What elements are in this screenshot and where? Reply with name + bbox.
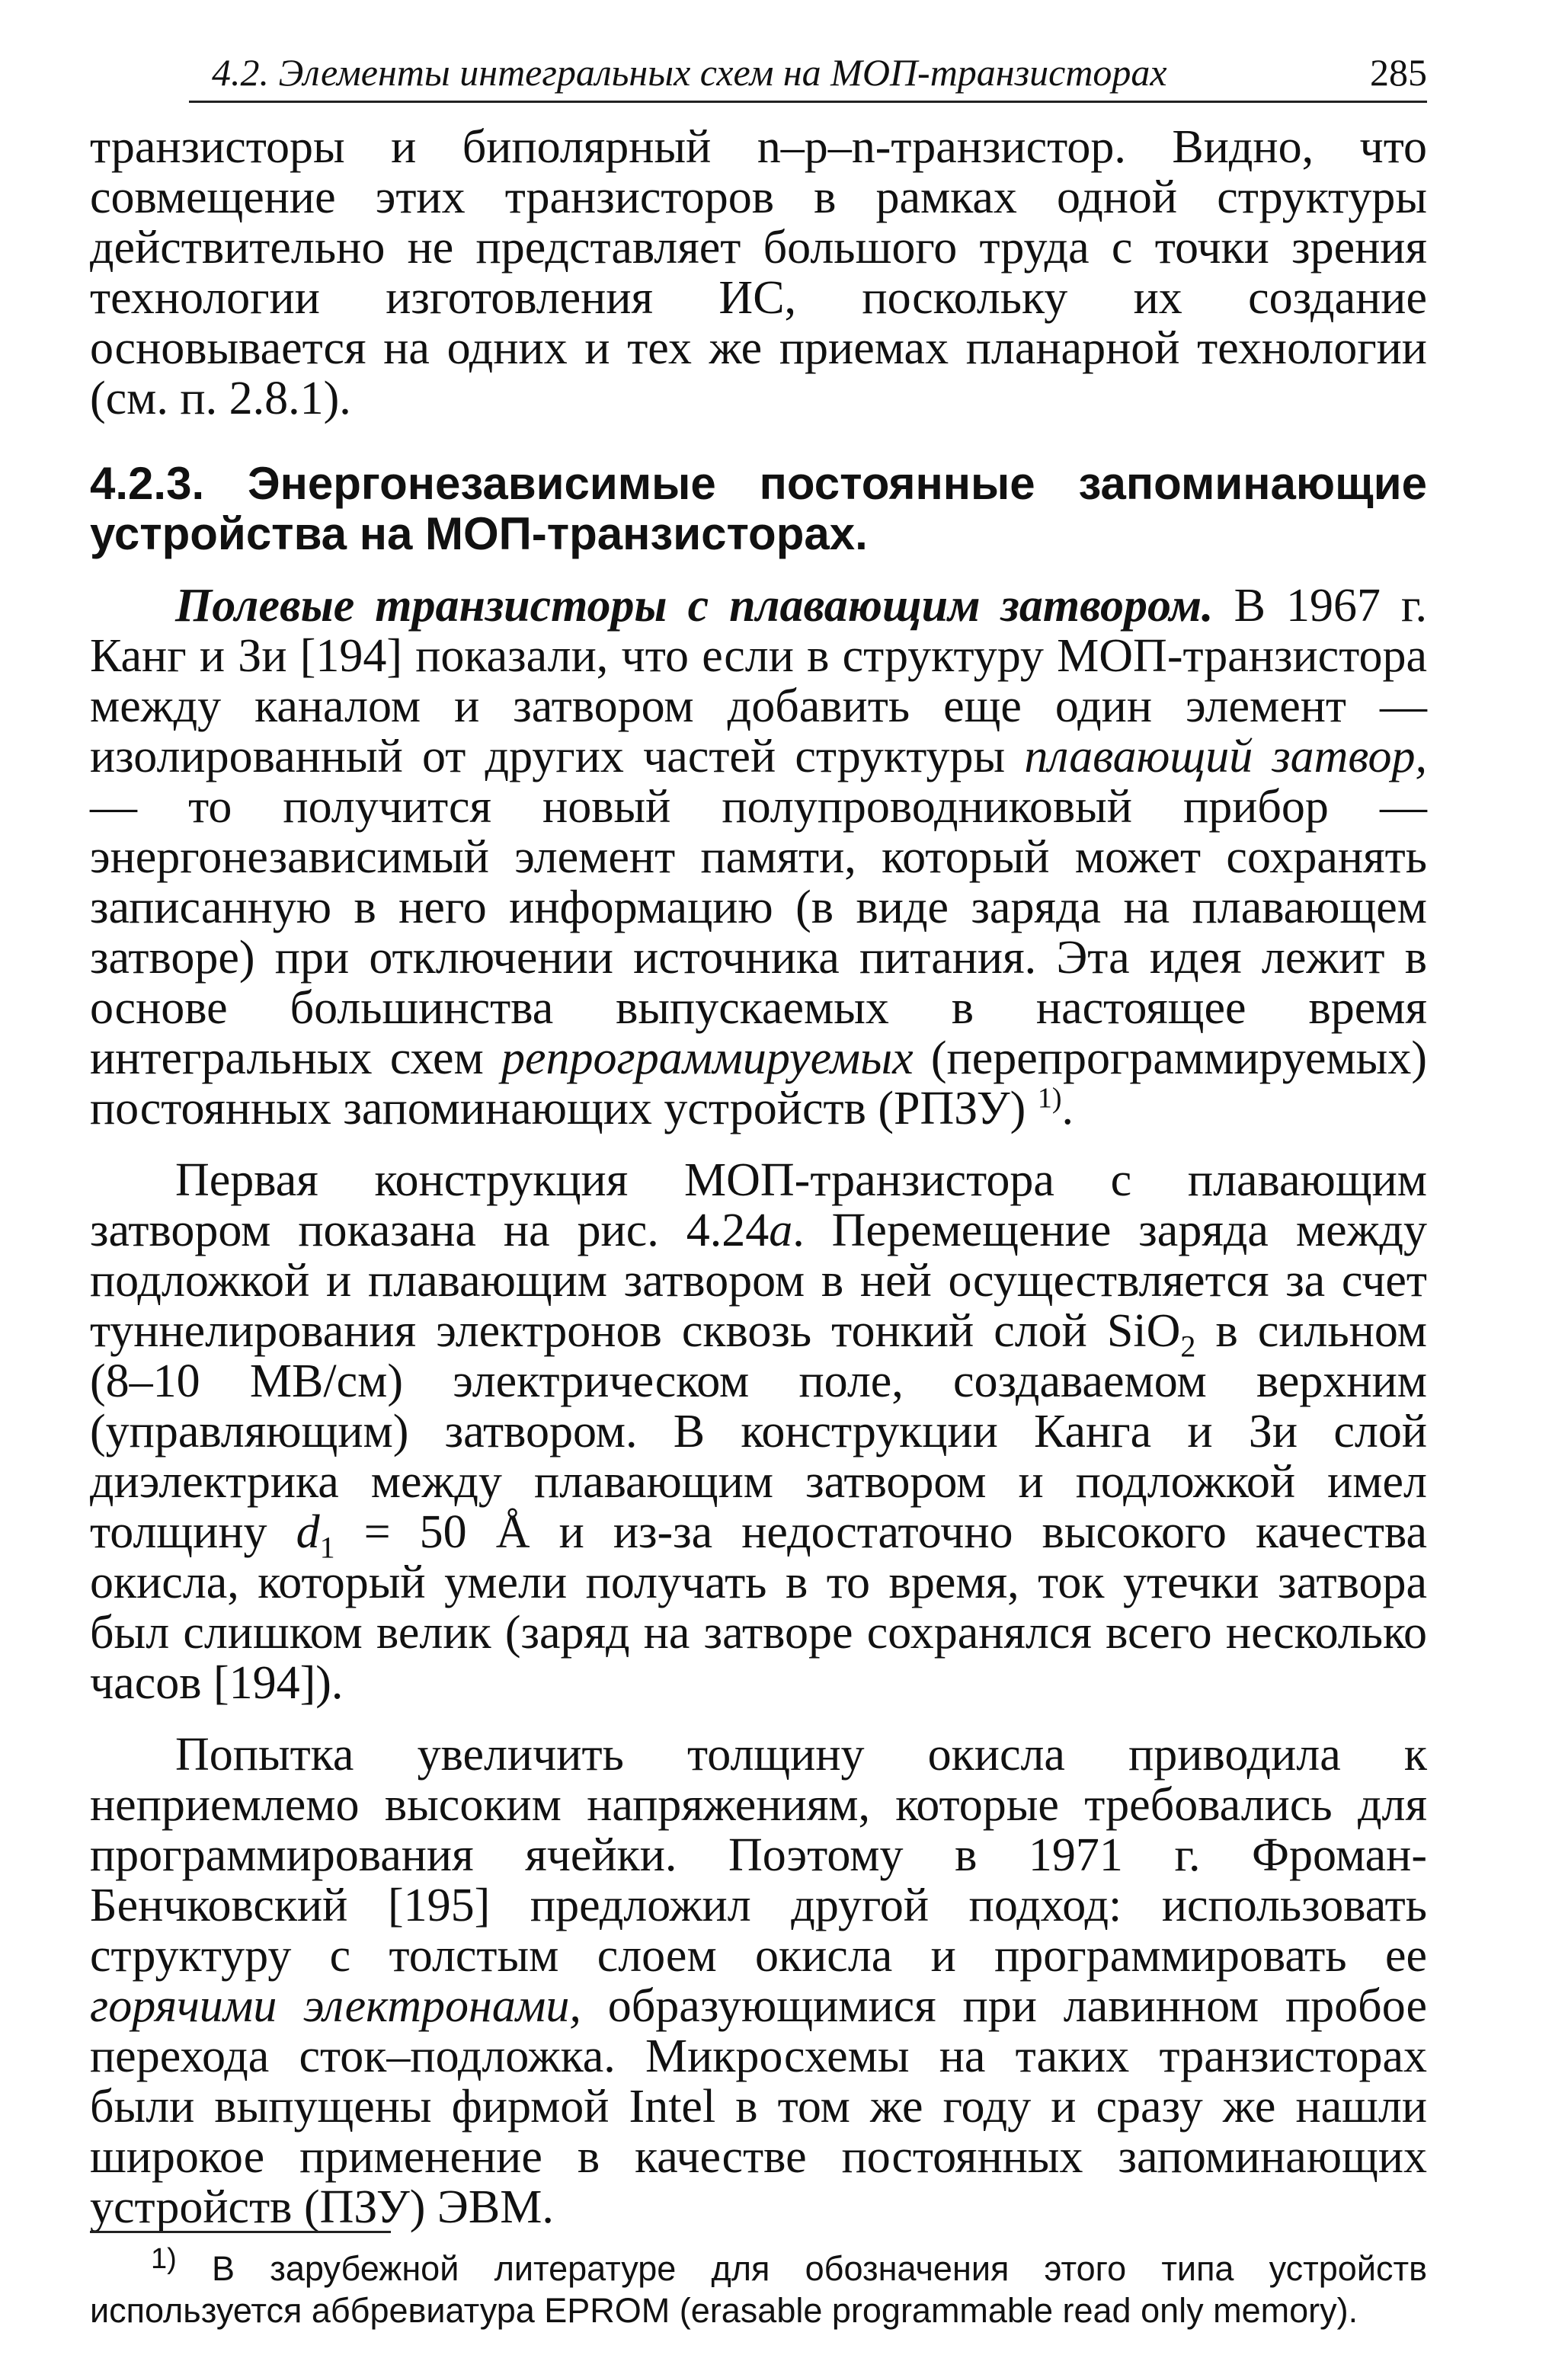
paragraph-first-design: Первая конструкция МОП-транзистора с плавающим затвором показана на рис. 4.24a. Перемещение заряда между подложкой и плавающим затвором в ней осуществляется за счет туннелирования электронов сквозь тонкий слой SiO$_2$ в сильном (8–10 МВ/см) электрическом поле, создаваемом верхним (управляющим) затвором. В конструкции Канга и Зи слой диэлектрика между плавающим затвором и подложкой имел толщину $d_1 = 50$ Å и из-за недостаточно высокого качества окисла, который умели получать в то время, ток утечки затвора был слишком велик (заряд на затворе сохранялся всего несколько часов [194]).: [90, 1154, 1428, 1709]
footnote-mark: 1): [151, 2243, 177, 2275]
run-in-heading: Полевые транзисторы с плавающим затвором.: [175, 580, 1214, 632]
footnote-text: В зарубежной литературе для обозначения этого типа устройств используется аббревиатура EPROM (erasable programmable read only memory).: [90, 2249, 1427, 2330]
page-number: 285: [1370, 51, 1427, 94]
running-head-title: 4.2. Элементы интегральных схем на МОП-транзисторах: [212, 51, 1167, 94]
paragraph-floating-gate: Полевые транзисторы с плавающим затвором. В 1967 г. Канг и Зи [194] показали, что если в структуру МОП-транзистора между каналом и затвором добавить еще один элемент — изолированный от других частей структуры плавающий затвор, — то получится новый полупроводниковый прибор — энергонезависимый элемент памяти, который может сохранять записанную в него информацию (в виде заряда на плавающем затворе) при отключении источника питания. Эта идея лежит в основе большинства выпускаемых в настоящее время интегральных схем репрограммируемых (перепрограммируемых) постоянных запоминающих устройств (РПЗУ) $^{1)}$.: [90, 580, 1428, 1134]
subscript-1: 1: [319, 1530, 335, 1565]
footnote-marker: 1): [1037, 1082, 1062, 1115]
section-heading: 4.2.3. Энергонезависимые постоянные запоминающие устройства на МОП-транзисторах.: [90, 458, 1427, 559]
paragraph-hot-electrons: Попытка увеличить толщину окисла приводила к неприемлемо высоким напряжениям, которые требовались для программирования ячейки. Поэтому в 1971 г. Фроман-Бенчковский [195] предложил другой подход: использовать структуру с толстым слоем окисла и программировать ее горячими электронами, образующимися при лавинном пробое перехода сток–подложка. Микросхемы на таких транзисторах были выпущены фирмой Intel в том же году и сразу же нашли широкое применение в качестве постоянных запоминающих устройств (ПЗУ) ЭВМ.: [90, 1729, 1427, 2233]
variable-d: d: [296, 1506, 320, 1558]
term-hot-electrons: горячими электронами,: [90, 1980, 581, 2032]
subscript-2: 2: [1180, 1329, 1196, 1364]
page-body: [90, 122, 1427, 2232]
figure-letter: a: [769, 1205, 793, 1256]
term-reprogrammable: репрограммируемых: [501, 1032, 914, 1084]
running-head: [189, 47, 1427, 103]
footnote-rule: [90, 2231, 391, 2233]
paragraph-continuation: транзисторы и биполярный n–p–n-транзистор. Видно, что совмещение этих транзисторов в рамках одной структуры действительно не представляет большого труда с точки зрения технологии изготовления ИС, поскольку их создание основывается на одних и тех же приемах планарной технологии (см. п. 2.8.1).: [90, 121, 1427, 424]
footnote: [90, 2243, 1427, 2331]
term-floating-gate: плавающий затвор,: [1024, 731, 1428, 782]
